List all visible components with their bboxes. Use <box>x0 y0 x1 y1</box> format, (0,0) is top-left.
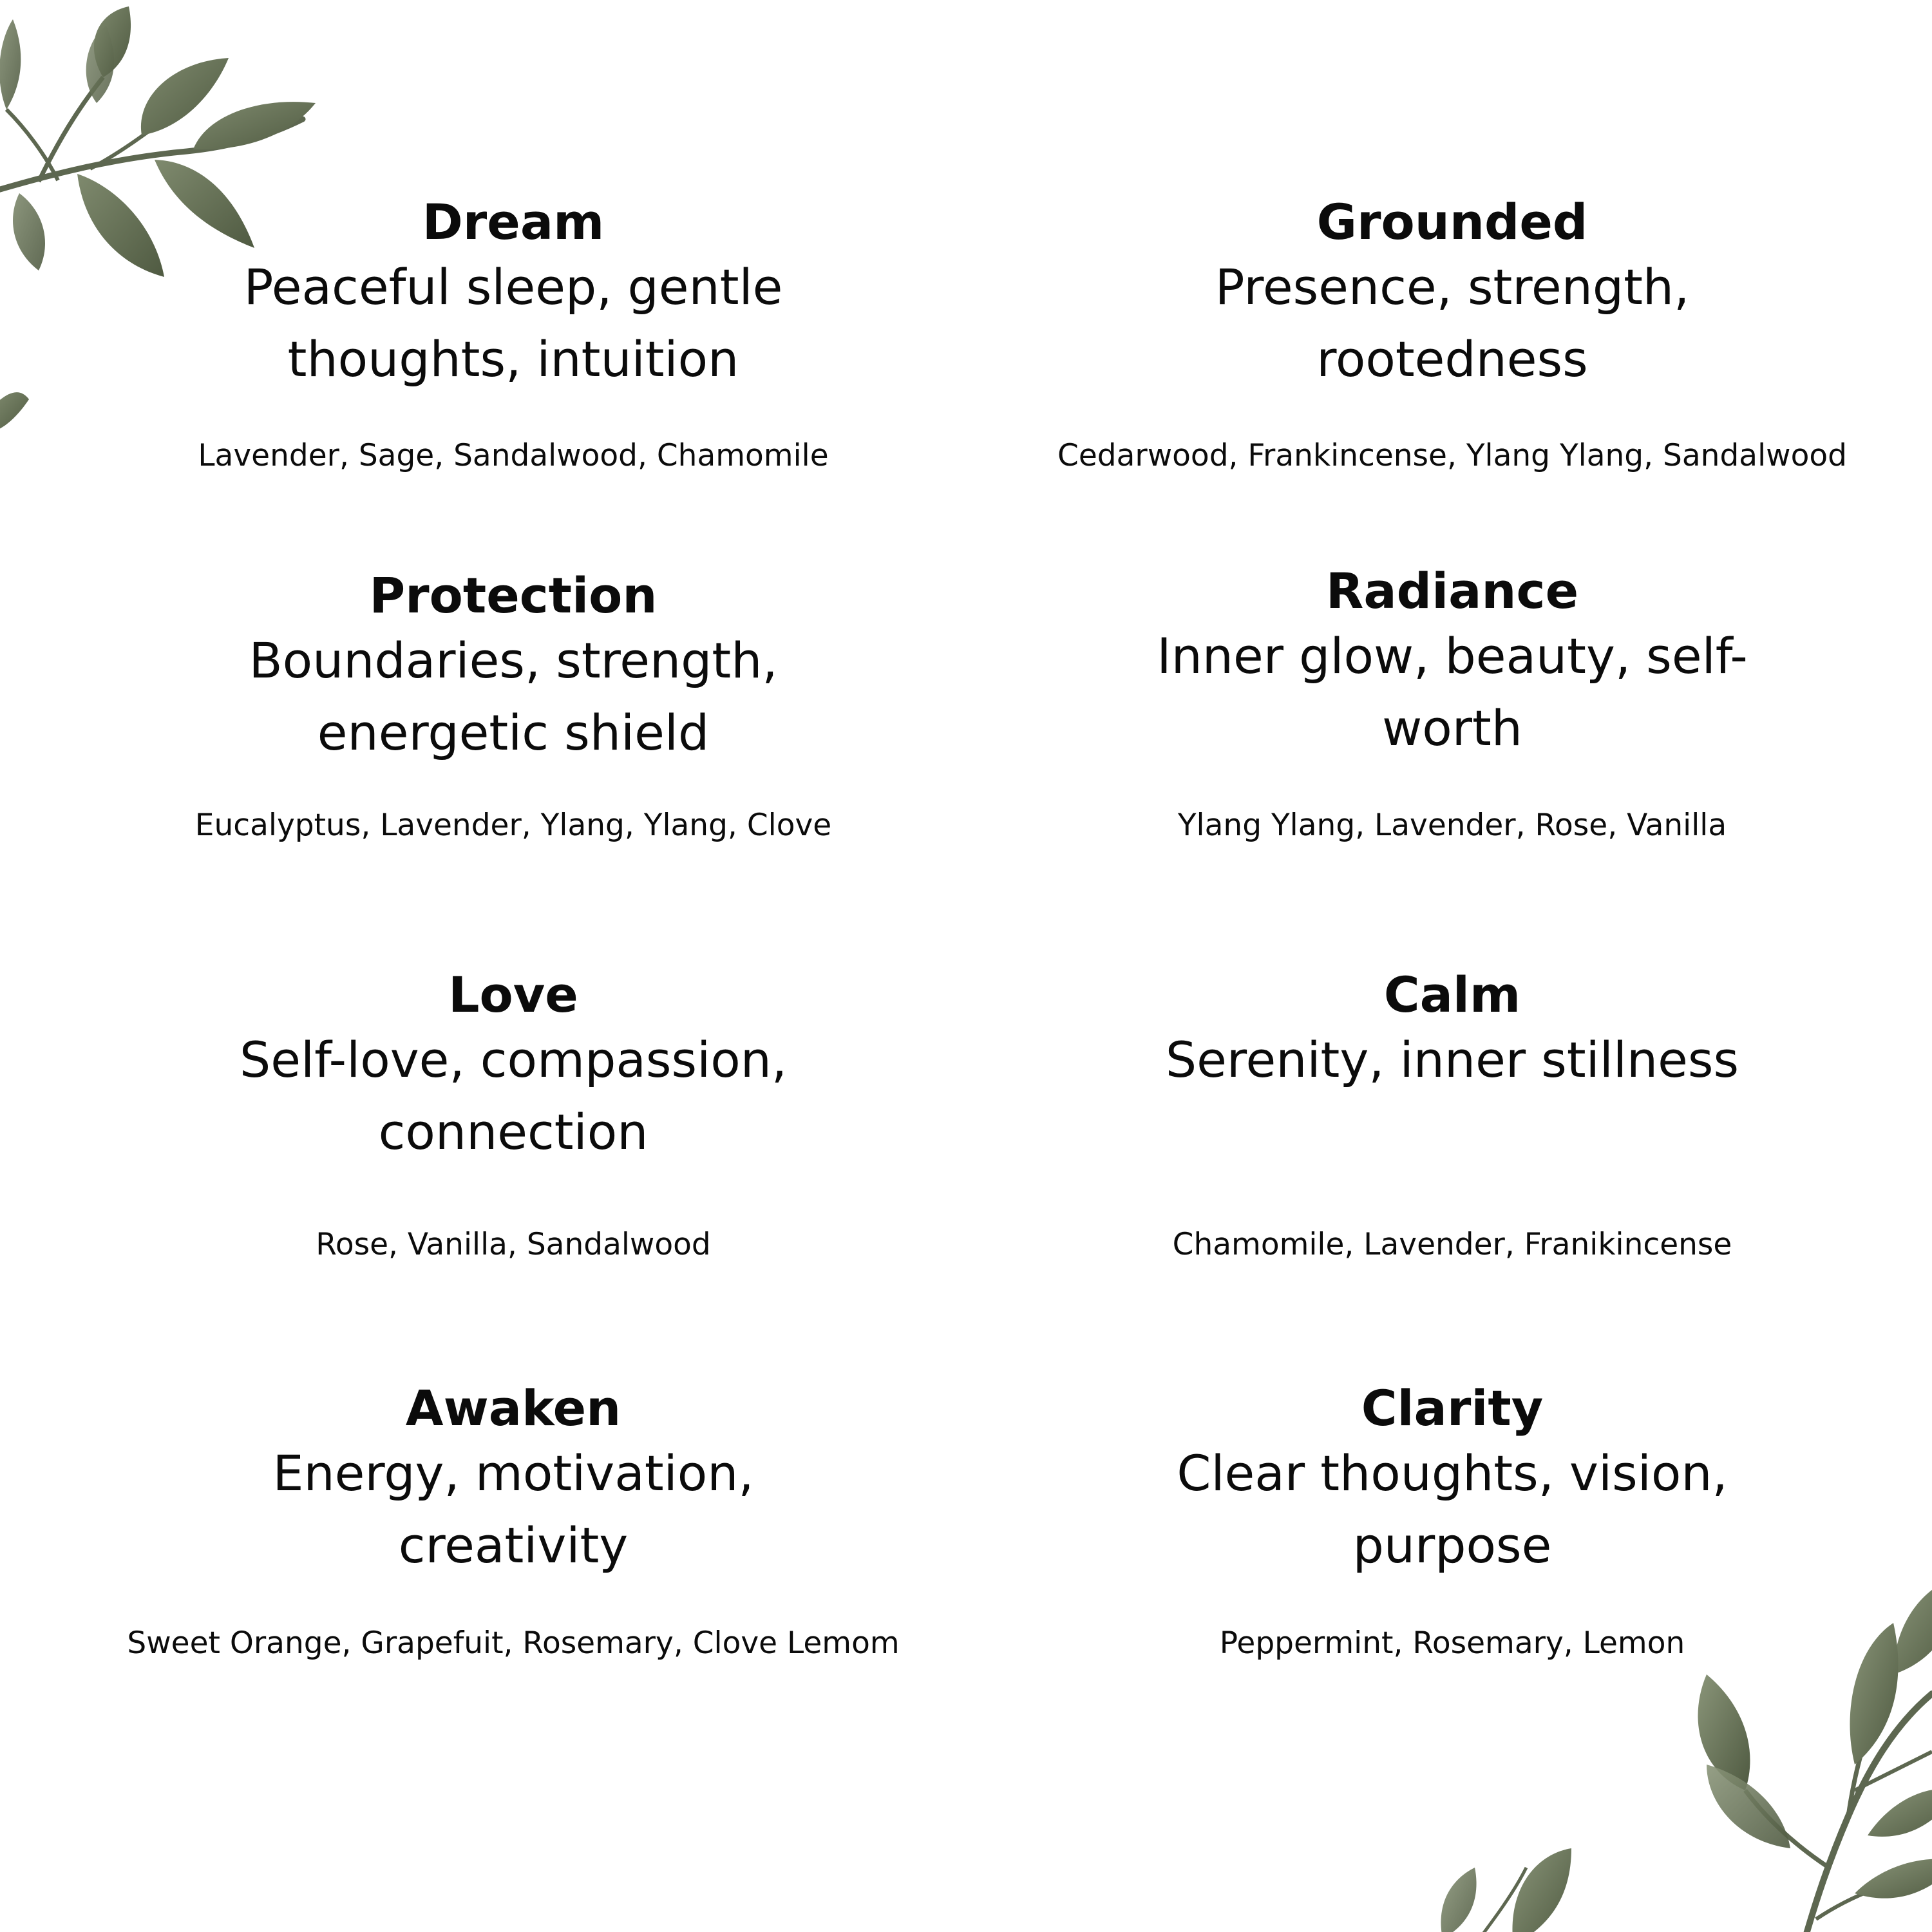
leaves-bottom-right-illustration <box>1404 1558 1932 1932</box>
blend-description: Peaceful sleep, gentle thoughts, intuition <box>243 258 783 388</box>
blend-oils: Peppermint, Rosemary, Lemon <box>1219 1625 1685 1661</box>
blend-name: Love <box>448 966 578 1023</box>
blend-card-dream <box>95 193 932 473</box>
blend-description: Self-love, compassion, connection <box>239 1031 788 1160</box>
blend-oils: Eucalyptus, Lavender, Ylang, Ylang, Clove <box>194 808 832 843</box>
blend-description: Energy, motivation, creativity <box>272 1444 754 1574</box>
blend-oils: Chamomile, Lavender, Franikincense <box>1172 1227 1732 1262</box>
blend-name: Dream <box>422 193 605 251</box>
blend-oils: Cedarwood, Frankincense, Ylang Ylang, Sandalwood <box>1057 438 1847 473</box>
blend-name: Grounded <box>1316 193 1588 251</box>
blend-card-protection <box>95 567 932 843</box>
blend-name: Awaken <box>405 1379 621 1437</box>
blend-card-grounded <box>1034 193 1871 473</box>
blend-name: Protection <box>369 567 658 624</box>
blend-card-clarity <box>1034 1379 1871 1661</box>
blend-card-calm <box>1034 966 1871 1262</box>
blend-description: Presence, strength, rootedness <box>1215 258 1690 388</box>
blend-name: Radiance <box>1325 562 1579 620</box>
blend-oils: Ylang Ylang, Lavender, Rose, Vanilla <box>1177 808 1727 843</box>
blend-name: Clarity <box>1361 1379 1544 1437</box>
blend-card-radiance <box>1034 562 1871 843</box>
blend-oils: Sweet Orange, Grapefuit, Rosemary, Clove Lemom <box>127 1625 900 1661</box>
blend-description: Boundaries, strength, energetic shield <box>249 632 778 761</box>
blend-card-love <box>95 966 932 1262</box>
blend-oils: Rose, Vanilla, Sandalwood <box>316 1227 711 1262</box>
blend-description: Serenity, inner stillness <box>1165 1031 1739 1088</box>
blend-description: Clear thoughts, vision, purpose <box>1177 1444 1728 1574</box>
blend-oils: Lavender, Sage, Sandalwood, Chamomile <box>198 438 829 473</box>
blend-name: Calm <box>1383 966 1521 1023</box>
blend-card-awaken <box>95 1379 932 1661</box>
blend-description: Inner glow, beauty, self-worth <box>1157 627 1748 757</box>
